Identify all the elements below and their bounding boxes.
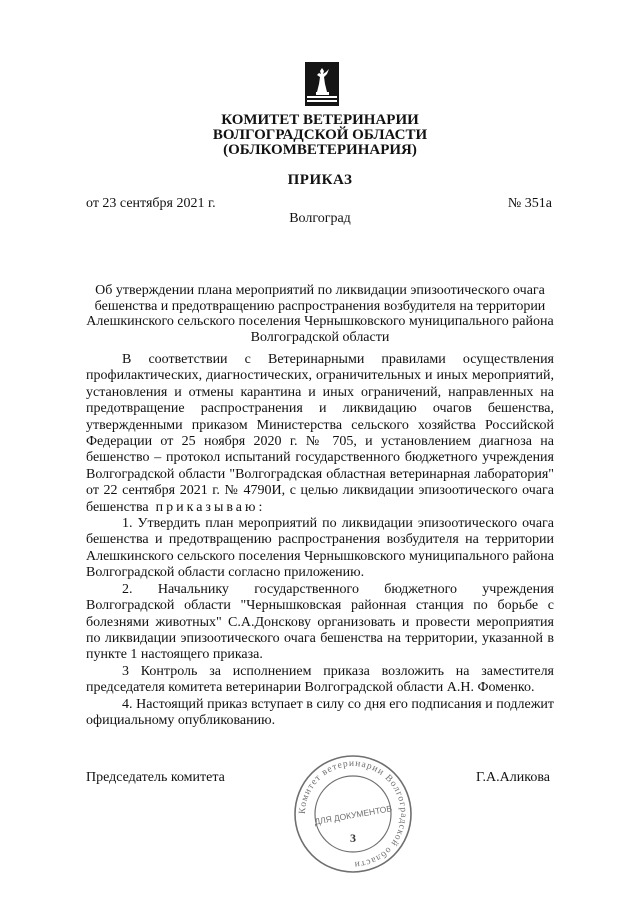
- stamp-inner-text: ДЛЯ ДОКУМЕНТОВ: [313, 803, 393, 827]
- document-city: Волгоград: [289, 211, 351, 226]
- document-number: № 351а: [507, 196, 552, 211]
- stamp-outer-text: Комитет ветеринарии Волгоградской области: [297, 758, 409, 870]
- volgograd-emblem-icon: [305, 62, 339, 106]
- intro-paragraph: [86, 352, 554, 516]
- org-name-line-2: ВОЛГОГРАДСКОЙ ОБЛАСТИ: [212, 127, 428, 143]
- signatory-name: Г.А.Аликова: [476, 770, 550, 785]
- order-item-2: 2. Начальнику государственного бюджетного учреждения Волгоградской области "Чернышковская районная станция по борьбе с болезнями животных" С.А.Донскову организовать и провести мероприятия по ликвидации эпизоотического очага бешенства на территории, указанной в пункте 1 настоящего приказа.: [86, 581, 554, 663]
- signatory-role: Председатель комитета: [86, 770, 225, 785]
- order-item-1: 1. Утвердить план мероприятий по ликвидации эпизоотического очага бешенства и предотвращению распространения возбудителя на территории Алешкинского сельского поселения Чернышковского муниципального района Волгоградской области согласно приложению.: [86, 516, 554, 581]
- org-name-line-3: (ОБЛКОМВЕТЕРИНАРИЯ): [223, 142, 417, 158]
- org-name-line-1: КОМИТЕТ ВЕТЕРИНАРИИ: [221, 112, 419, 128]
- official-stamp: [291, 752, 415, 876]
- document-type: ПРИКАЗ: [287, 172, 353, 188]
- document-body: [86, 352, 554, 729]
- stamp-number: 3: [350, 831, 356, 845]
- order-word: приказываю:: [155, 499, 266, 515]
- document-subject: Об утверждении плана мероприятий по ликвидации эпизоотического очага бешенства и предотвращению распространения возбудителя на территории Алешкинского сельского поселения Чернышковского муниципального района Волгоградской области: [86, 283, 554, 345]
- document-date: от 23 сентября 2021 г.: [86, 196, 216, 211]
- order-item-3: 3 Контроль за исполнением приказа возложить на заместителя председателя комитета ветеринарии Волгоградской области А.Н. Фоменко.: [86, 663, 554, 696]
- order-item-4: 4. Настоящий приказ вступает в силу со дня его подписания и подлежит официальному опубликованию.: [86, 696, 554, 728]
- intro-text: В соответствии с Ветеринарными правилами осуществления профилактических, диагностических, ограничительных и иных мероприятий, установления и отмены карантина и иных ограничений, направленных на предотвращение распространения и ликвидацию очагов бешенства, утвержденными приказом Министерства сельского хозяйства Российской Федерации от 25 ноября 2020 г. № 705, и установлением диагноза на бешенство – протокол испытаний государственного бюджетного учреждения Волгоградской области "Волгоградская областная ветеринарная лаборатория" от 22 сентября 2021 г. № 4790И, с целью ликвидации эпизоотического очага бешенства: [86, 352, 554, 515]
